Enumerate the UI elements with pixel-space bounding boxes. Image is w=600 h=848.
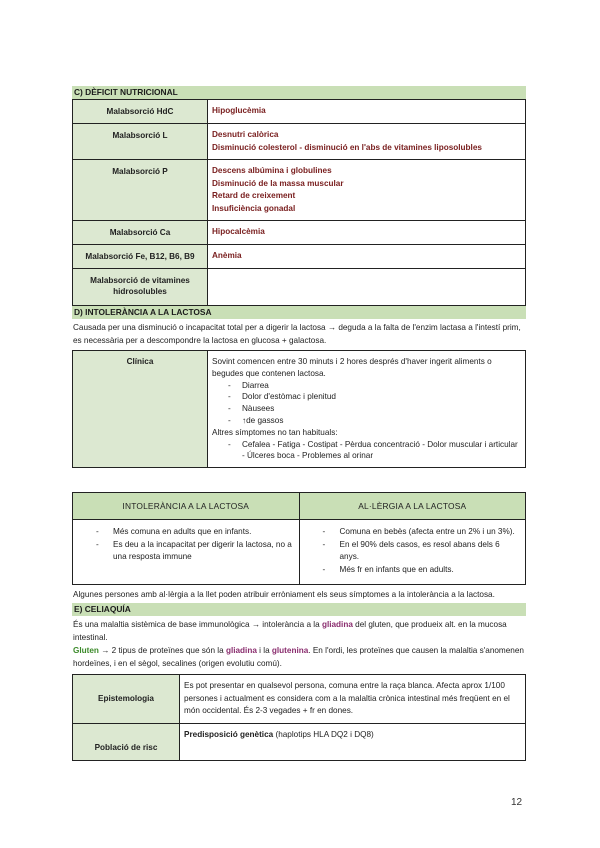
deficit-effect: Disminució colesterol - disminució en l'abs de vitamines liposolubles	[212, 142, 482, 152]
celiac-intro-b: del gluten, que produeix alt. en la mucosa intestinal.	[73, 620, 507, 643]
compare-left-item: - Més comuna en adults que en infants.	[113, 526, 293, 539]
deficit-effects	[208, 269, 526, 306]
symptom-item: - Nàusees	[242, 403, 521, 415]
deficit-effects	[208, 221, 526, 245]
deficit-effects	[208, 100, 526, 124]
compare-right-item: - Comuna en bebès (afecta entre un 2% i un 3%).	[340, 526, 520, 539]
deficit-effect: Disminució de la massa muscular	[212, 178, 344, 188]
celiac-intro	[72, 616, 526, 644]
symptom-item: - Diarrea	[242, 380, 521, 392]
deficit-effect: Hipoglucèmia	[212, 106, 266, 115]
deficit-row	[73, 221, 526, 245]
gluten-b: i la	[256, 646, 272, 656]
gluten-a: → 2 tipus de proteïnes que són la	[98, 646, 226, 656]
deficit-row	[73, 269, 526, 306]
risk-rest: (haplotips HLA DQ2 i DQ8)	[273, 729, 374, 739]
other-symptoms-list	[212, 439, 521, 463]
section-c-title: C) DÈFICIT NUTRICIONAL	[72, 86, 526, 99]
epi-text: Es pot presentar en qualsevol persona, comuna entre la raça blanca. Afecta aprox 1/100 persones i actualment es considera com a la malaltia crònica intestinal més freqüent en el món occidental. És 2-3 vegades + fr en dones.	[180, 675, 526, 724]
glutenina-term: glutenina	[271, 646, 309, 656]
lactose-compare-table	[72, 492, 526, 585]
allergy-note: Algunes persones amb al·lèrgia a la llet poden atribuir erròniament els seus símptomes a la intolerància a la lactosa.	[73, 590, 495, 600]
deficit-effect: Hipocalcèmia	[212, 227, 265, 236]
deficit-label: Malabsorció Ca	[73, 221, 208, 245]
symptom-item: - ↑de gassos	[242, 415, 521, 427]
lactose-intro: Causada per una disminució o incapacitat total per a digerir la lactosa → deguda a la falta de l'enzim lactasa a l'intestí prim, es necessària per a descompondre la lactosa en glucosa + galactosa.	[73, 323, 521, 345]
deficit-effect: Anèmia	[212, 251, 242, 260]
clinica-label: Clínica	[73, 351, 208, 468]
left-items-list	[79, 526, 293, 564]
section-e-title: E) CELIAQUÍA	[72, 603, 526, 616]
compare-right-item: - Més fr en infants que en adults.	[340, 564, 520, 577]
page-number: 12	[511, 797, 523, 808]
right-items-list	[306, 526, 520, 576]
risk-bold: Predisposició genètica	[184, 729, 274, 739]
risk-text	[180, 723, 526, 760]
section-d-title: D) INTOLERÀNCIA A LA LACTOSA	[72, 306, 526, 319]
deficit-label: Malabsorció L	[73, 124, 208, 160]
deficit-effects	[208, 245, 526, 269]
others-label: Altres símptomes no tan habituals:	[212, 427, 338, 437]
deficit-label: Malabsorció HdC	[73, 100, 208, 124]
compare-left-cell	[73, 520, 300, 585]
nutritional-deficit-table	[72, 99, 526, 306]
celiac-intro-a: És una malaltia sistèmica de base immunològica → intolerància a la	[73, 620, 322, 630]
epi-label: Epistemologia	[73, 675, 180, 724]
deficit-effect: Desnutri calòrica	[212, 130, 279, 139]
compare-right-title: AL·LÈRGIA A LA LACTOSA	[299, 493, 526, 520]
deficit-row	[73, 100, 526, 124]
gliadina-term: gliadina	[321, 620, 353, 630]
deficit-effects	[208, 160, 526, 221]
compare-left-title: INTOLERÀNCIA A LA LACTOSA	[73, 493, 300, 520]
other-symptom-item: - Cefalea - Fatiga - Costipat - Pèrdua concentració - Dolor muscular i articular - Úlceres boca - Problemes al orinar	[242, 439, 521, 463]
risk-label: Població de risc	[73, 723, 180, 760]
deficit-label: Malabsorció Fe, B12, B6, B9	[73, 245, 208, 269]
deficit-row	[73, 245, 526, 269]
deficit-row	[73, 160, 526, 221]
deficit-label: Malabsorció P	[73, 160, 208, 221]
page-content	[72, 86, 526, 761]
gluten-paragraph	[72, 644, 526, 674]
clinica-table	[72, 350, 526, 468]
deficit-row	[73, 124, 526, 160]
compare-right-item: - En el 90% dels casos, es resol abans dels 6 anys.	[340, 539, 520, 564]
gluten-term: Gluten	[73, 646, 99, 656]
deficit-effects	[208, 124, 526, 160]
clinica-content	[208, 351, 526, 468]
gliadina-term-2: gliadina	[225, 646, 257, 656]
symptom-item: - Dolor d'estòmac i plenitud	[242, 391, 521, 403]
gluten-c: . En l'ordi, les proteïnes que causen la malaltia s'anomenen hordeïnes, i en el sègol, secalines (origen evolutiu comú).	[73, 646, 524, 669]
celiac-table	[72, 674, 526, 761]
deficit-effect: Retard de creixement	[212, 191, 296, 200]
clinica-text: Sovint comencen entre 30 minuts i 2 hores després d'haver ingerit aliments o begudes que contenen lactosa.	[212, 357, 492, 378]
compare-right-cell	[299, 520, 526, 585]
deficit-effect: Insuficiència gonadal	[212, 203, 296, 213]
compare-left-item: - Es deu a la incapacitat per digerir la lactosa, no a una resposta immune	[113, 539, 293, 564]
deficit-effect: Descens albúmina i globulines	[212, 166, 332, 175]
deficit-label: Malabsorció de vitamines hidrosolubles	[73, 269, 208, 306]
symptoms-list	[212, 380, 521, 427]
